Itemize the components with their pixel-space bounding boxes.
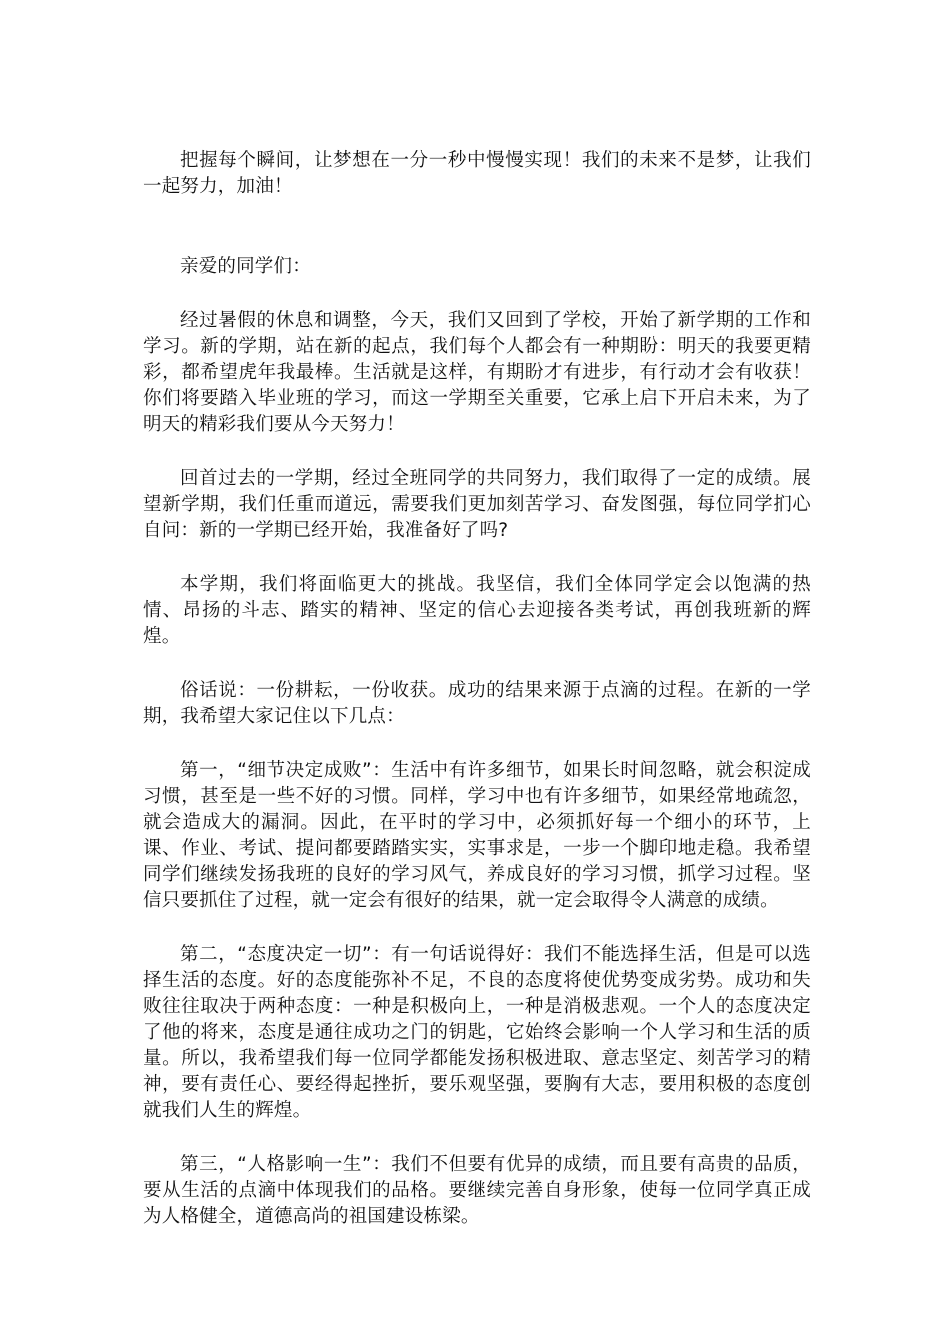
document-body	[143, 148, 811, 1230]
paragraph-point-two: 第二，“态度决定一切”：有一句话说得好：我们不能选择生活，但是可以选择生活的态度。好的态度能弥补不足，不良的态度将使优势变成劣势。成功和失败往往取决于两种态度：一种是积极向上，一种是消极悲观。一个人的态度决定了他的将来，态度是通往成功之门的钥匙，它始终会影响一个人学习和生活的质量。所以，我希望我们每一位同学都能发扬积极进取、意志坚定、刻苦学习的精神，要有责任心、要经得起挫折，要乐观坚强，要胸有大志，要用积极的态度创就我们人生的辉煌。	[143, 944, 811, 1121]
paragraph-challenge: 本学期，我们将面临更大的挑战。我坚信，我们全体同学定会以饱满的热情、昂扬的斗志、踏实的精神、坚定的信心去迎接各类考试，再创我班新的辉煌。	[143, 574, 811, 647]
paragraph-closing-encouragement: 把握每个瞬间，让梦想在一分一秒中慢慢实现！我们的未来不是梦，让我们一起努力，加油！	[143, 150, 811, 197]
paragraph-point-three: 第三，“人格影响一生”：我们不但要有优异的成绩，而且要有高贵的品质，要从生活的点滴中体现我们的品格。要继续完善自身形象，使每一位同学真正成为人格健全，道德高尚的祖国建设栋梁。	[143, 1154, 811, 1227]
paragraph-review: 回首过去的一学期，经过全班同学的共同努力，我们取得了一定的成绩。展望新学期，我们任重而道远，需要我们更加刻苦学习、奋发图强，每位同学扪心自问：新的一学期已经开始，我准备好了吗?	[143, 468, 811, 541]
paragraph-salutation: 亲爱的同学们：	[180, 256, 311, 277]
paragraph-new-semester: 经过暑假的休息和调整，今天，我们又回到了学校，开始了新学期的工作和学习。新的学期，站在新的起点，我们每个人都会有一种期盼：明天的我要更精彩，都希望虎年我最棒。生活就是这样，有期盼才有进步，有行动才会有收获！你们将要踏入毕业班的学习，而这一学期至关重要，它承上启下开启未来，为了明天的精彩我们要从今天努力！	[143, 310, 811, 435]
paragraph-proverb: 俗话说：一份耕耘，一份收获。成功的结果来源于点滴的过程。在新的一学期，我希望大家记住以下几点：	[143, 680, 811, 727]
paragraph-point-one: 第一，“细节决定成败”：生活中有许多细节，如果长时间忽略，就会积淀成习惯，甚至是一些不好的习惯。同样，学习中也有许多细节，如果经常地疏忽，就会造成大的漏洞。因此，在平时的学习中，必须抓好每一个细小的环节，上课、作业、考试、提问都要踏踏实实，实事求是，一步一个脚印地走稳。我希望同学们继续发扬我班的良好的学习风气，养成良好的学习习惯，抓学习过程。坚信只要抓住了过程，就一定会有很好的结果，就一定会取得令人满意的成绩。	[143, 760, 811, 911]
